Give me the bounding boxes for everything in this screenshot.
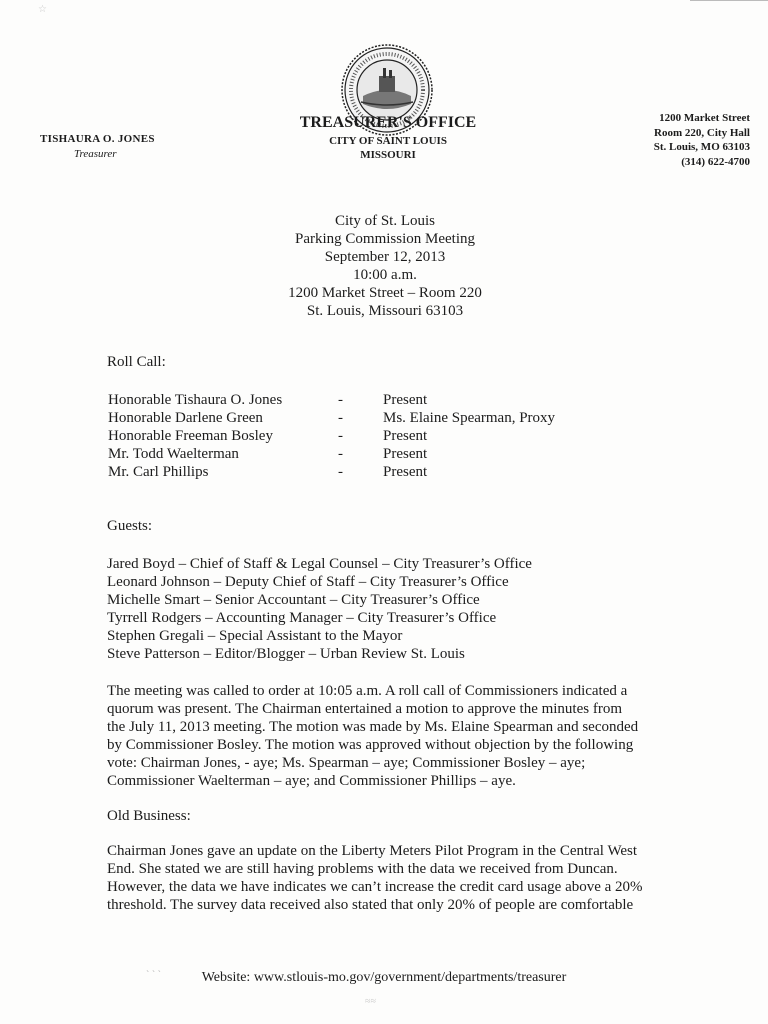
footer-website: Website: www.stlouis-mo.gov/government/departments/treasurer [201,970,567,985]
office-title: TREASURER'S OFFICE [299,114,477,131]
roll-call-status: Present [383,446,428,462]
paragraph-line: The meeting was called to order at 10:05 a.m. A roll call of Commissioners indicated a [107,683,628,699]
office-city: CITY OF SAINT LOUIS [329,135,447,147]
roll-call-name: Mr. Todd Waelterman [108,446,239,462]
roll-call-status: Ms. Elaine Spearman, Proxy [383,410,556,426]
old-business-paragraph [107,842,667,914]
scan-mark: ☆ [38,4,47,15]
address-line: 1200 Market Street [659,112,750,124]
roll-call-heading: Roll Call: [107,354,166,370]
treasurer-title: Treasurer [74,148,117,160]
paragraph-line: End. She stated we are still having problems with the data we received from Duncan. [107,861,618,877]
roll-call-separator: - [338,392,343,408]
paragraph-line: quorum was present. The Chairman entertained a motion to approve the minutes from [107,701,623,717]
roll-call-status: Present [383,428,428,444]
roll-call-separator: - [338,410,343,426]
meeting-location: 1200 Market Street – Room 220 [288,285,482,301]
meeting-time: 10:00 a.m. [353,267,417,283]
roll-call-separator: - [338,428,343,444]
footer-ornament-icon: ≈≈ [365,996,376,1007]
address-line: Room 220, City Hall [654,127,750,139]
office-state: MISSOURI [360,149,416,161]
guest-entry: Michelle Smart – Senior Accountant – City Treasurer’s Office [107,592,480,608]
paragraph-line: Chairman Jones gave an update on the Liberty Meters Pilot Program in the Central West [107,843,638,859]
roll-call-separator: - [338,464,343,480]
minutes-paragraph [107,682,667,790]
meeting-title: Parking Commission Meeting [295,231,475,247]
address-line: St. Louis, MO 63103 [653,141,750,153]
treasurer-name: TISHAURA O. JONES [40,133,155,145]
guest-entry: Leonard Johnson – Deputy Chief of Staff – City Treasurer’s Office [107,574,509,590]
roll-call-separator: - [338,446,343,462]
roll-call-status: Present [383,464,428,480]
guest-entry: Tyrrell Rodgers – Accounting Manager – City Treasurer’s Office [107,610,497,626]
roll-call-status: Present [383,392,428,408]
paragraph-line: Commissioner Waelterman – aye; and Commissioner Phillips – aye. [107,773,516,789]
meeting-city: St. Louis, Missouri 63103 [306,303,464,319]
scan-mark: ` ` ` [146,970,161,981]
paragraph-line: threshold. The survey data received also stated that only 20% of people are comfortable [107,897,634,913]
paragraph-line: However, the data we have indicates we can’t increase the credit card usage above a 20% [107,879,643,895]
paragraph-line: by Commissioner Bosley. The motion was approved without objection by the following [107,737,634,753]
paragraph-line: the July 11, 2013 meeting. The motion was made by Ms. Elaine Spearman and seconded [107,719,639,735]
paragraph-line: vote: Chairman Jones, - aye; Ms. Spearman – aye; Commissioner Bosley – aye; [107,755,586,771]
guest-entry: Stephen Gregali – Special Assistant to the Mayor [107,628,403,644]
phone-number: (314) 622-4700 [681,156,750,168]
meeting-date: September 12, 2013 [324,249,446,265]
roll-call-name: Honorable Freeman Bosley [108,428,273,444]
roll-call-name: Mr. Carl Phillips [108,464,209,480]
top-rule [690,0,768,1]
old-business-heading: Old Business: [107,808,191,824]
meeting-line: City of St. Louis [334,213,435,229]
guest-entry: Steve Patterson – Editor/Blogger – Urban Review St. Louis [107,646,465,662]
guest-entry: Jared Boyd – Chief of Staff & Legal Counsel – City Treasurer’s Office [107,556,532,572]
guests-heading: Guests: [107,518,152,534]
roll-call-name: Honorable Tishaura O. Jones [108,392,283,408]
roll-call-name: Honorable Darlene Green [108,410,263,426]
